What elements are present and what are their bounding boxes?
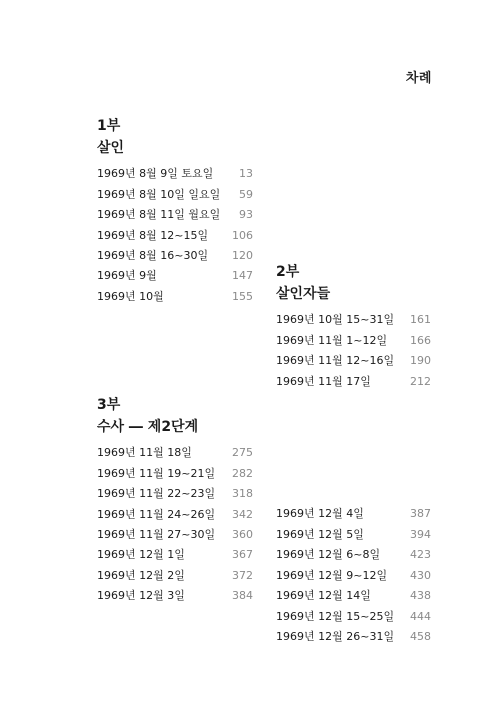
toc-entry[interactable] (97, 442, 253, 462)
entry-label: 1969년 12월 14일 (276, 589, 371, 602)
toc-entry[interactable] (276, 503, 431, 523)
toc-entry[interactable] (97, 286, 253, 306)
entry-page: 161 (410, 312, 431, 326)
entry-page: 13 (239, 166, 253, 180)
entry-label: 1969년 12월 26~31일 (276, 630, 395, 643)
entry-label: 1969년 12월 3일 (97, 589, 185, 602)
entry-label: 1969년 12월 5일 (276, 528, 364, 541)
part-3-number: 3부 (97, 397, 121, 413)
entry-page: 155 (232, 289, 253, 303)
toc-entry[interactable] (97, 585, 253, 605)
toc-entry[interactable] (97, 265, 253, 285)
entry-page: 394 (410, 527, 431, 541)
toc-title: 차례 (405, 71, 432, 86)
entry-page: 438 (410, 588, 431, 602)
entry-label: 1969년 10월 15~31일 (276, 313, 395, 326)
toc-entry[interactable] (97, 184, 253, 204)
toc-entry[interactable] (97, 504, 253, 524)
entry-label: 1969년 11월 19~21일 (97, 467, 216, 480)
part-1-title: 살인 (97, 140, 125, 156)
entry-label: 1969년 11월 1~12일 (276, 334, 388, 347)
entry-label: 1969년 11월 24~26일 (97, 508, 216, 521)
toc-entry[interactable] (276, 585, 431, 605)
entry-label: 1969년 11월 17일 (276, 375, 371, 388)
toc-entry[interactable] (97, 524, 253, 544)
toc-entry[interactable] (276, 309, 431, 329)
toc-entry[interactable] (276, 524, 431, 544)
toc-entry[interactable] (276, 565, 431, 585)
entry-page: 444 (410, 609, 431, 623)
entry-label: 1969년 12월 9~12일 (276, 569, 388, 582)
toc-entry[interactable] (276, 626, 431, 646)
entry-page: 387 (410, 506, 431, 520)
toc-entry[interactable] (276, 371, 431, 391)
entry-page: 430 (410, 568, 431, 582)
entry-label: 1969년 10월 (97, 290, 164, 303)
entry-page: 458 (410, 629, 431, 643)
entry-label: 1969년 9월 (97, 269, 157, 282)
toc-entry[interactable] (97, 245, 253, 265)
entry-page: 59 (239, 187, 253, 201)
entry-page: 318 (232, 486, 253, 500)
entry-page: 275 (232, 445, 253, 459)
part-2-header (276, 263, 330, 303)
toc-entry[interactable] (97, 565, 253, 585)
entry-page: 93 (239, 207, 253, 221)
toc-entry[interactable] (276, 350, 431, 370)
part-1-header (97, 117, 124, 157)
entry-label: 1969년 12월 6~8일 (276, 548, 381, 561)
toc-entry[interactable] (97, 544, 253, 564)
entry-page: 190 (410, 353, 431, 367)
entry-label: 1969년 8월 9일 토요일 (97, 167, 214, 180)
entry-label: 1969년 12월 15~25일 (276, 610, 395, 623)
entry-label: 1969년 11월 22~23일 (97, 487, 216, 500)
part-2-number: 2부 (276, 264, 300, 280)
entry-page: 106 (232, 228, 253, 242)
entry-page: 372 (232, 568, 253, 582)
entry-page: 367 (232, 547, 253, 561)
entry-label: 1969년 12월 2일 (97, 569, 185, 582)
toc-entry[interactable] (276, 330, 431, 350)
entry-label: 1969년 11월 12~16일 (276, 354, 395, 367)
part-1-number: 1부 (97, 118, 121, 134)
entry-page: 423 (410, 547, 431, 561)
entry-label: 1969년 11월 27~30일 (97, 528, 216, 541)
toc-entry[interactable] (97, 163, 253, 183)
toc-entry[interactable] (97, 483, 253, 503)
toc-entry[interactable] (276, 606, 431, 626)
part-3-title: 수사 ― 제2단계 (97, 419, 199, 435)
entry-label: 1969년 8월 12~15일 (97, 229, 209, 242)
toc-entry[interactable] (97, 463, 253, 483)
entry-page: 384 (232, 588, 253, 602)
entry-page: 120 (232, 248, 253, 262)
entry-page: 282 (232, 466, 253, 480)
entry-label: 1969년 11월 18일 (97, 446, 192, 459)
toc-entry[interactable] (276, 544, 431, 564)
toc-entry[interactable] (97, 204, 253, 224)
entry-label: 1969년 8월 10일 일요일 (97, 188, 221, 201)
entry-page: 342 (232, 507, 253, 521)
entry-label: 1969년 12월 1일 (97, 548, 185, 561)
entry-page: 147 (232, 268, 253, 282)
toc-entry[interactable] (97, 225, 253, 245)
entry-label: 1969년 12월 4일 (276, 507, 364, 520)
part-2-title: 살인자들 (276, 286, 331, 302)
entry-page: 360 (232, 527, 253, 541)
entry-page: 166 (410, 333, 431, 347)
entry-page: 212 (410, 374, 431, 388)
part-3-header (97, 396, 198, 436)
entry-label: 1969년 8월 16~30일 (97, 249, 209, 262)
entry-label: 1969년 8월 11일 월요일 (97, 208, 221, 221)
